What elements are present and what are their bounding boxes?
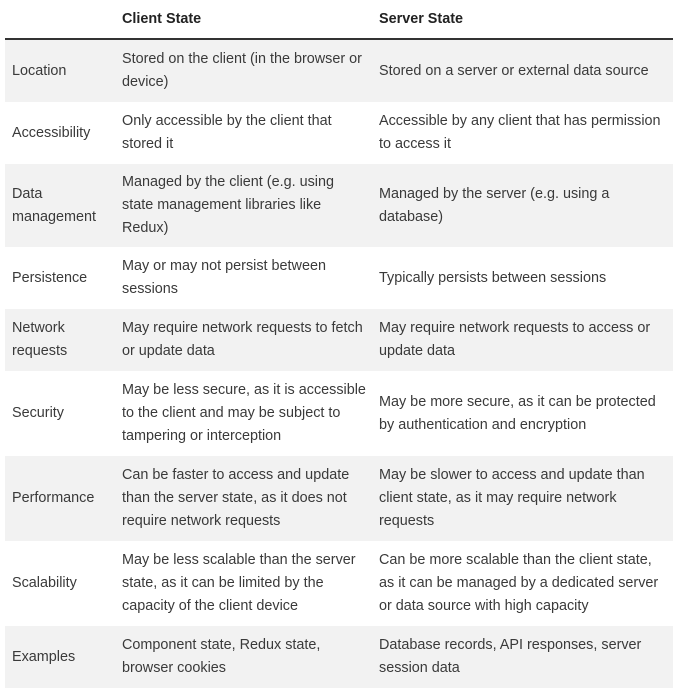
table-row (5, 541, 673, 626)
row-label: Scalability (5, 541, 114, 626)
header-row (5, 0, 673, 39)
server-state-cell: Managed by the server (e.g. using a database) (371, 164, 673, 247)
server-state-cell: May be more secure, as it can be protected by authentication and encryption (371, 371, 673, 456)
table-header (5, 0, 673, 39)
server-state-cell: Database records, API responses, server session data (371, 626, 673, 688)
table-body (5, 39, 673, 688)
row-label: Examples (5, 626, 114, 688)
table-row (5, 247, 673, 309)
row-label: Security (5, 371, 114, 456)
header-cell-client-state: Client State (114, 0, 371, 39)
table-row (5, 456, 673, 541)
server-state-cell: May be slower to access and update than client state, as it may require network requests (371, 456, 673, 541)
table-row (5, 102, 673, 164)
table-row (5, 164, 673, 247)
client-state-cell: Stored on the client (in the browser or device) (114, 39, 371, 102)
comparison-table (5, 0, 673, 688)
table-row (5, 371, 673, 456)
client-state-cell: May require network requests to fetch or update data (114, 309, 371, 371)
row-label: Data management (5, 164, 114, 247)
client-state-cell: Can be faster to access and update than the server state, as it does not require network requests (114, 456, 371, 541)
client-state-cell: Only accessible by the client that stored it (114, 102, 371, 164)
client-state-cell: Component state, Redux state, browser cookies (114, 626, 371, 688)
server-state-cell: Can be more scalable than the client state, as it can be managed by a dedicated server or data source with high capacity (371, 541, 673, 626)
client-state-cell: May be less scalable than the server state, as it can be limited by the capacity of the client device (114, 541, 371, 626)
server-state-cell: Stored on a server or external data source (371, 39, 673, 102)
table-row (5, 626, 673, 688)
row-label: Location (5, 39, 114, 102)
client-state-cell: Managed by the client (e.g. using state management libraries like Redux) (114, 164, 371, 247)
server-state-cell: Typically persists between sessions (371, 247, 673, 309)
row-label: Accessibility (5, 102, 114, 164)
row-label: Network requests (5, 309, 114, 371)
row-label: Performance (5, 456, 114, 541)
server-state-cell: Accessible by any client that has permission to access it (371, 102, 673, 164)
table-row (5, 39, 673, 102)
client-state-cell: May or may not persist between sessions (114, 247, 371, 309)
header-cell-server-state: Server State (371, 0, 673, 39)
server-state-cell: May require network requests to access or update data (371, 309, 673, 371)
table-row (5, 309, 673, 371)
header-cell-empty (5, 0, 114, 39)
row-label: Persistence (5, 247, 114, 309)
client-state-cell: May be less secure, as it is accessible to the client and may be subject to tampering or interception (114, 371, 371, 456)
